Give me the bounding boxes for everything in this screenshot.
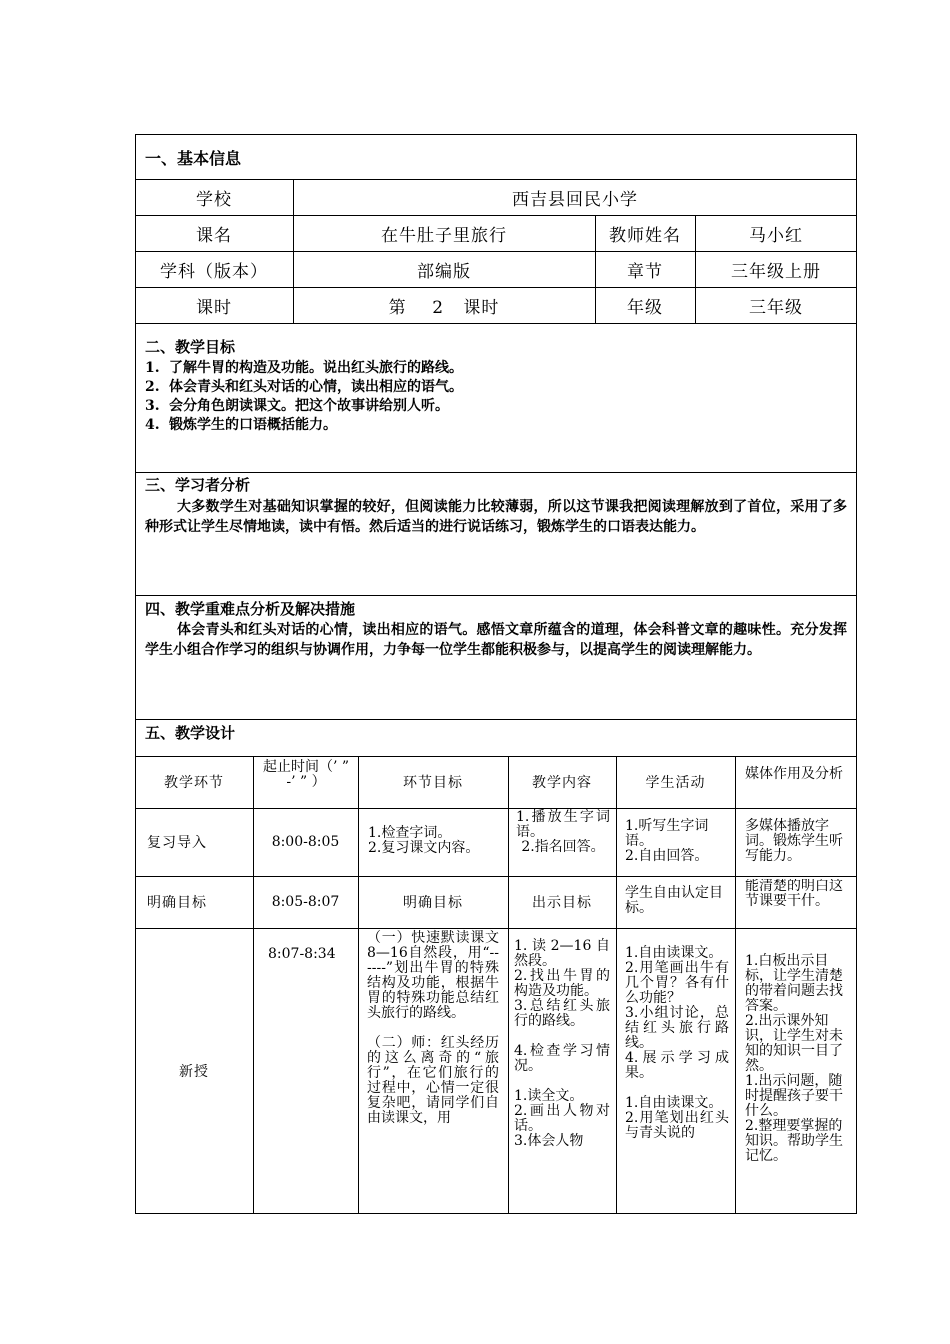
- divider: [508, 756, 509, 1214]
- period-label: 课时: [196, 297, 232, 318]
- section-design-title: 五、教学设计: [145, 724, 236, 742]
- divider: [135, 595, 857, 596]
- section-keypoints-title: 四、教学重难点分析及解决措施: [145, 600, 356, 618]
- divider: [135, 472, 857, 473]
- row3-media: 1.白板出示目标，让学生清楚的带着问题去找答案。 2.出示课外知识，让学生对未知的知识一目了然。 1.出示问题，随时提醒孩子要干什么。 2.整理要掌握的知识。帮助学生记忆。: [745, 953, 843, 1164]
- divider: [358, 756, 359, 1214]
- grade-label: 年级: [627, 297, 663, 318]
- teacher-label: 教师姓名: [609, 225, 681, 246]
- list-item: 1. 了解牛胃的构造及功能。说出红头旅行的路线。: [145, 360, 463, 376]
- row3-stage: 新授: [179, 1064, 209, 1080]
- chapter-value: 三年级上册: [731, 261, 821, 282]
- school-label: 学校: [196, 189, 232, 210]
- divider: [135, 323, 857, 324]
- row1-content: 1.播放生字词语。 2.指名回答。: [516, 809, 610, 855]
- school-value: 西吉县回民小学: [512, 189, 638, 210]
- row3-goal: （一）快速默读课文8—16自然段，用“------”划出牛胃的特殊结构及功能，根据牛胃的特殊功能总结红头旅行的路线。 （二）师：红头经历的这么离奇的“旅行”，在它们旅行的过程中，心情一定很复杂吧，请同学们自由读课文，用: [367, 930, 499, 1126]
- row3-content: 1.读2—16自然段。 2.找出牛胃的构造及功能。 3.总结红头旅行的路线。 4.检查学习情况。 1.读全文。 2.画出人物对话。 3.体会人物: [514, 938, 610, 1149]
- learner-analysis-text: 大多数学生对基础知识掌握的较好，但阅读能力比较薄弱，所以这节课我把阅读理解放到了首位，采用了多种形式让学生尽情地读，读中有悟。然后适当的进行说话练习，锻炼学生的口语表达能力。: [145, 499, 847, 535]
- header-activity: 学生活动: [645, 775, 706, 791]
- list-item: 4. 锻炼学生的口语概括能力。: [145, 417, 337, 433]
- section-basic-info-title: 一、基本信息: [145, 149, 242, 168]
- row3-activity: 1.自由读课文。 2.用笔画出牛有几个胃？各有什么功能？ 3.小组讨论，总结红头旅行路线。 4.展示学习成果。 1.自由读课文。 2.用笔划出红头与青头说的: [625, 945, 729, 1141]
- row2-stage: 明确目标: [147, 895, 207, 911]
- row1-goal: 1.检查字词。 2.复习课文内容。: [368, 825, 480, 856]
- teacher-value: 马小红: [749, 225, 803, 246]
- row1-activity: 1.听写生字词语。 2.自由回答。: [625, 818, 709, 864]
- row3-time: 8:07-8:34: [268, 946, 336, 962]
- header-content: 教学内容: [532, 775, 592, 791]
- section-goals-title: 二、教学目标: [145, 338, 236, 356]
- row2-activity: 学生自由认定目标。: [625, 885, 723, 916]
- row1-media: 多媒体播放字词。锻炼学生听写能力。: [745, 818, 843, 864]
- divider: [135, 719, 857, 720]
- keypoints-text: 体会青头和红头对话的心情，读出相应的语气。感悟文章所蕴含的道理，体会科普文章的趣味性。充分发挥学生小组合作学习的组织与协调作用，力争每一位学生都能积极参与，以提高学生的阅读理解能力。: [145, 622, 847, 658]
- section-learner-title: 三、学习者分析: [145, 476, 251, 494]
- row2-media: 能清楚的明白这节课要干什。: [745, 879, 843, 909]
- header-time: 起止时间（’ ” -’ ” ）: [262, 759, 350, 790]
- header-goal: 环节目标: [403, 775, 463, 791]
- course-label: 课名: [196, 225, 232, 246]
- subject-label: 学科（版本）: [160, 261, 268, 282]
- grade-value: 三年级: [749, 297, 803, 318]
- header-media: 媒体作用及分析: [745, 766, 843, 782]
- row2-content: 出示目标: [532, 895, 592, 911]
- goals-list: [145, 359, 845, 435]
- row2-time: 8:05-8:07: [271, 894, 340, 910]
- row1-time: 8:00-8:05: [271, 834, 340, 850]
- period-value: 第 2 课时: [388, 297, 500, 318]
- divider: [735, 756, 736, 1214]
- row2-goal: 明确目标: [403, 895, 463, 911]
- list-item: 3. 会分角色朗读课文。把这个故事讲给别人听。: [145, 398, 449, 414]
- course-value: 在牛肚子里旅行: [381, 225, 507, 246]
- header-stage: 教学环节: [164, 775, 224, 791]
- divider: [616, 756, 617, 1214]
- chapter-label: 章节: [627, 261, 663, 282]
- list-item: 2. 体会青头和红头对话的心情，读出相应的语气。: [145, 379, 463, 395]
- subject-value: 部编版: [417, 261, 471, 282]
- row1-stage: 复习导入: [147, 835, 207, 851]
